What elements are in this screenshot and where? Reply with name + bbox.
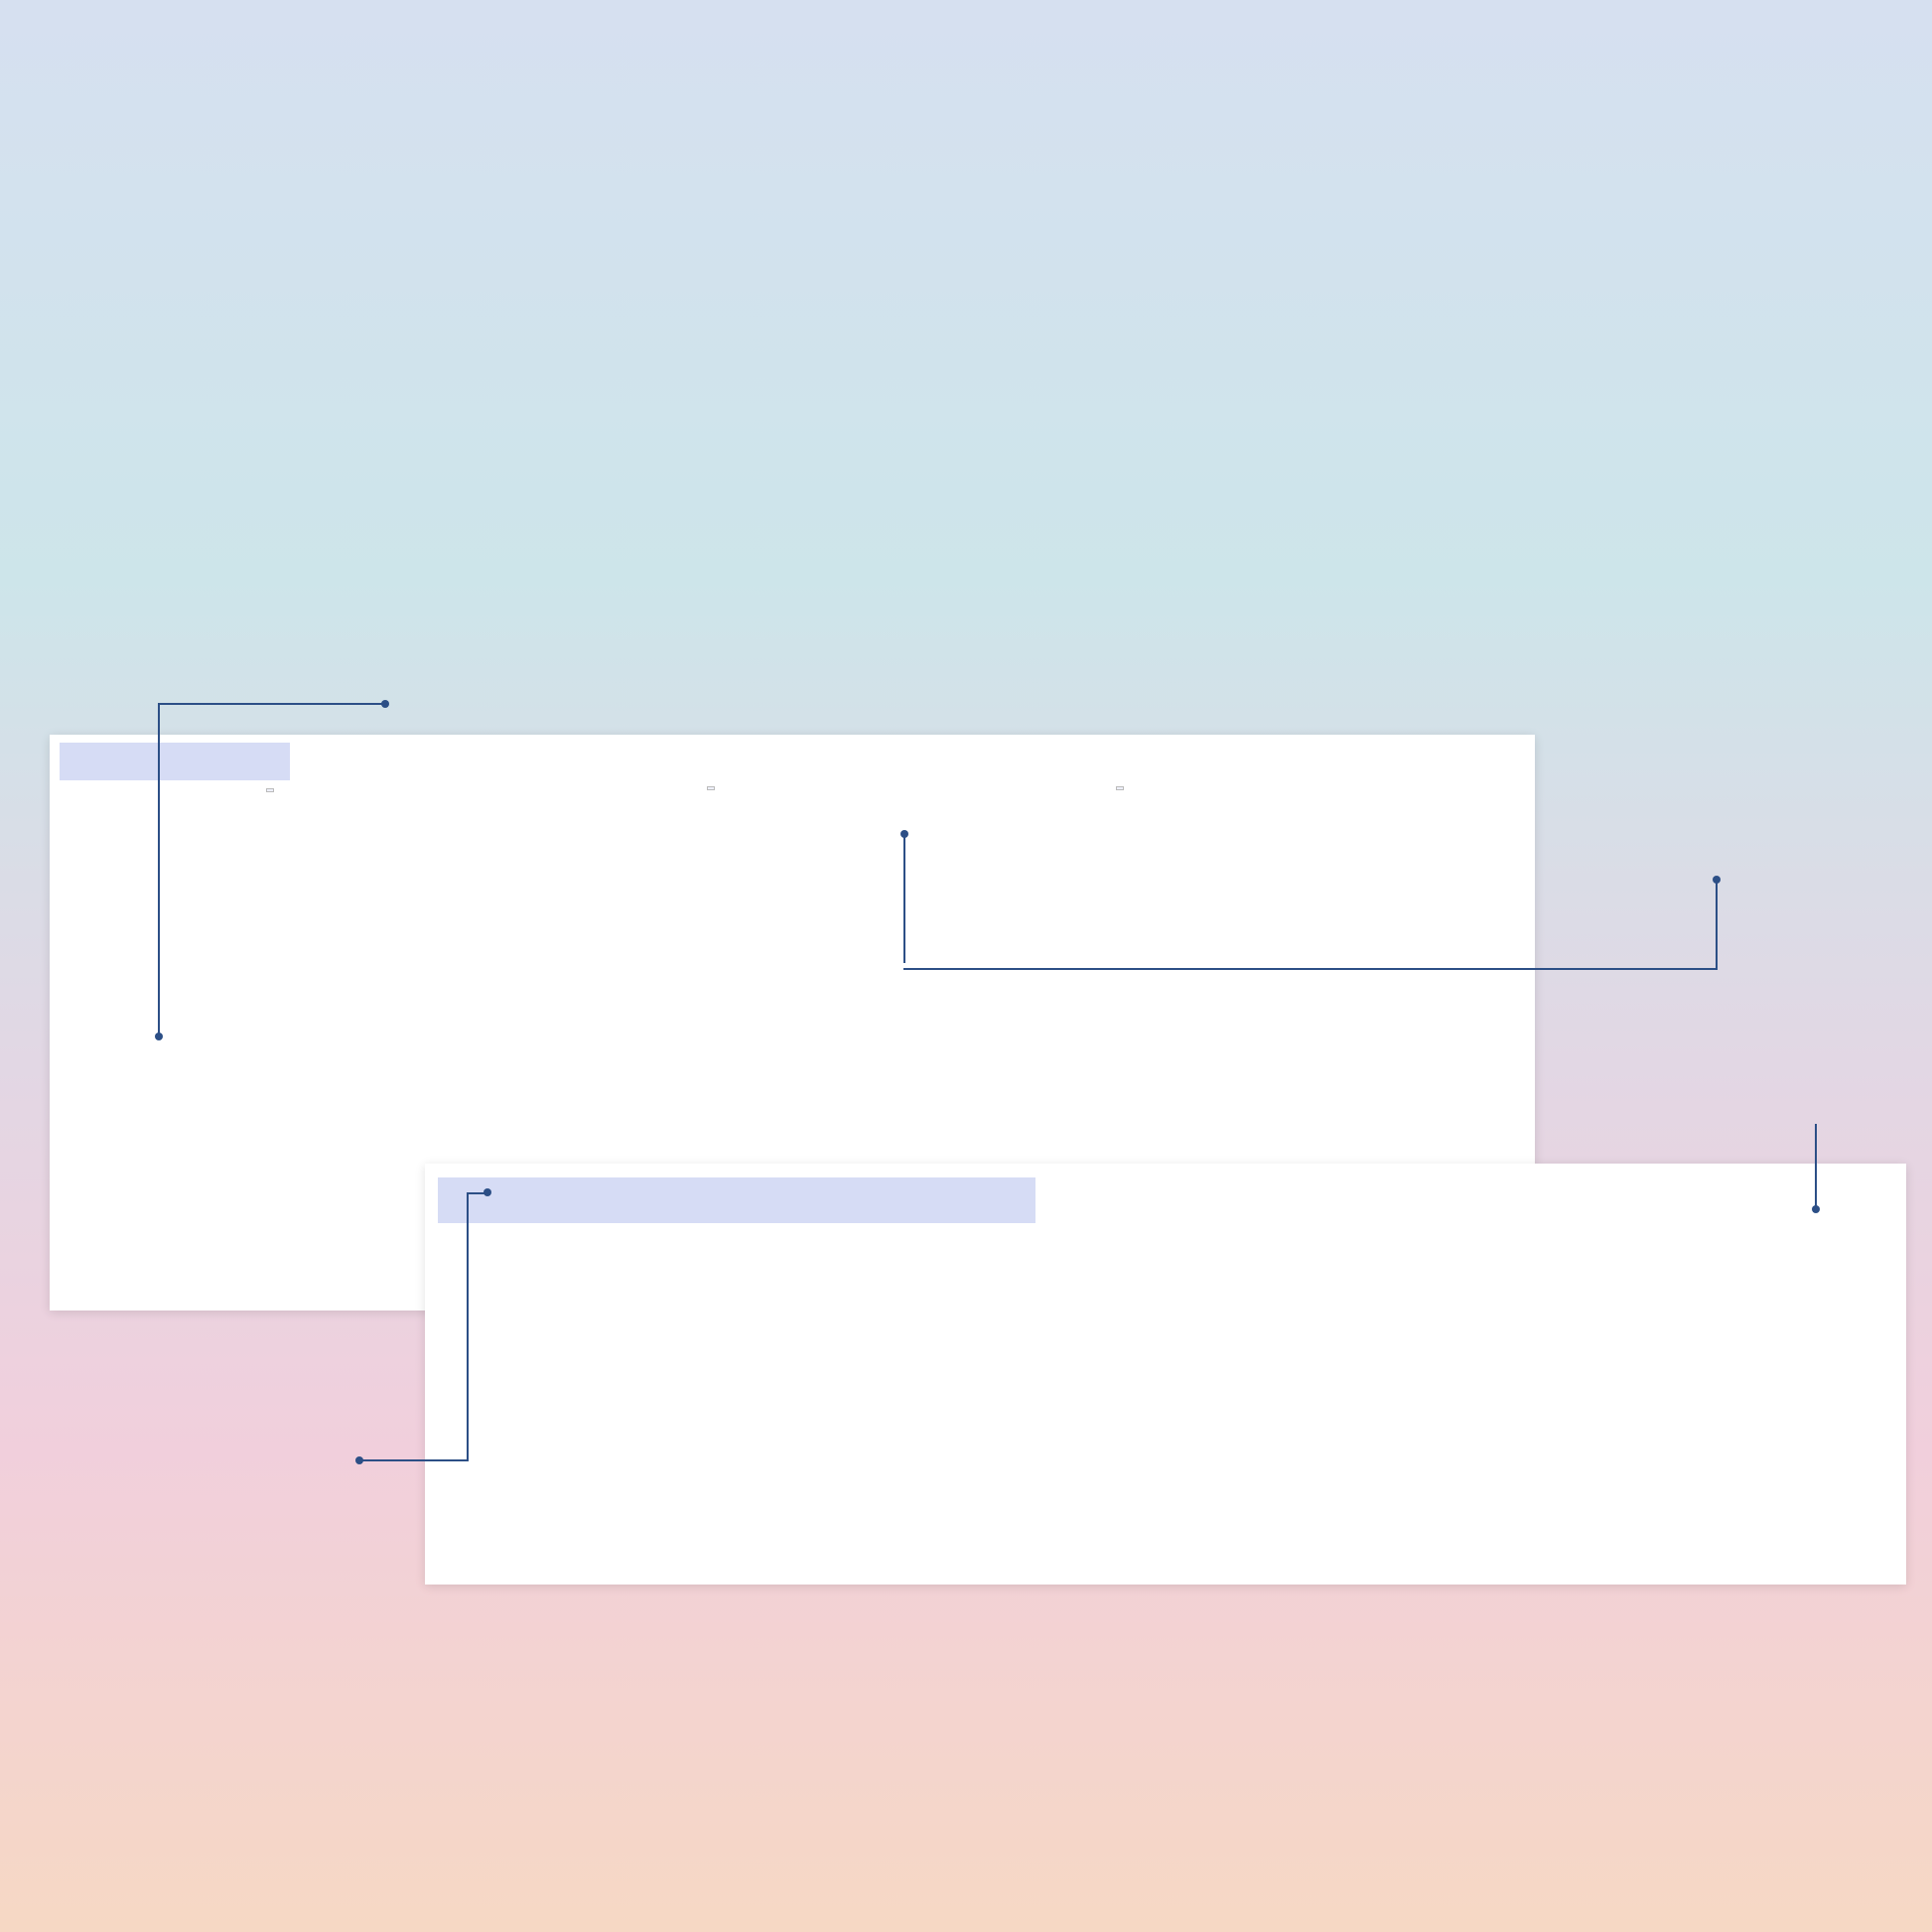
connector-dot	[900, 830, 908, 838]
chart-title-liab	[1116, 786, 1124, 790]
property-access-sheet	[425, 1164, 1906, 1585]
connector-left-h2	[359, 1459, 469, 1461]
connector-top-h	[159, 703, 385, 705]
connector-left-v	[467, 1192, 469, 1460]
connector-right2-v	[1815, 1124, 1817, 1209]
connector-top-v	[158, 703, 160, 1036]
connector-dot	[381, 700, 389, 708]
chart-title-net	[266, 788, 274, 792]
connector-dot	[355, 1456, 363, 1464]
connector-mid-v	[903, 834, 905, 963]
net-worth-bar-chart	[50, 804, 477, 933]
chart-title-assets	[707, 786, 715, 790]
net-worth-title-box	[60, 743, 290, 780]
property-title-box	[438, 1177, 1035, 1223]
liabilities-pie-chart	[1062, 798, 1261, 937]
connector-right-v	[1716, 880, 1718, 970]
connector-left-h1	[467, 1192, 486, 1194]
connector-dot	[155, 1033, 163, 1040]
connector-dot	[1812, 1205, 1820, 1213]
connector-dot	[1713, 876, 1721, 884]
performance-area-chart	[1380, 798, 1535, 937]
assets-pie-chart	[665, 798, 864, 937]
connector-mid-h	[903, 968, 1716, 970]
